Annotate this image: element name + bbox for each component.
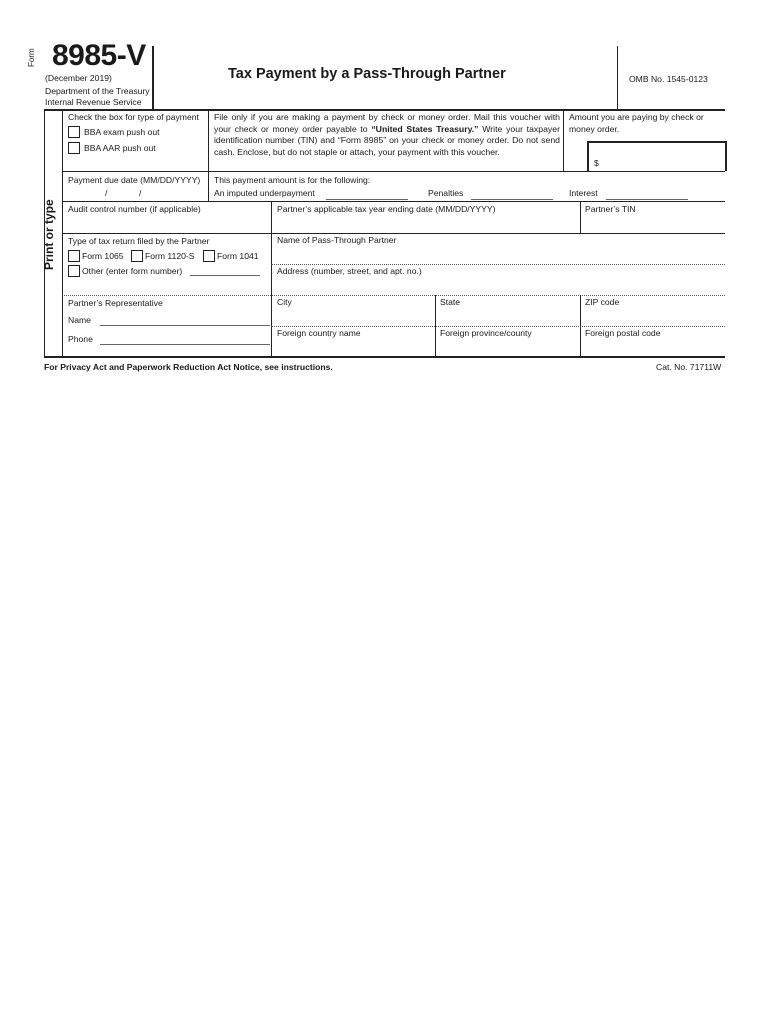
agency: Internal Revenue Service xyxy=(45,97,142,107)
payment-due-label: Payment due date (MM/DD/YYYY) xyxy=(68,175,201,185)
privacy-notice: For Privacy Act and Paperwork Reduction Act Notice, see instructions. xyxy=(44,362,333,372)
foreign-province-label: Foreign province/county xyxy=(440,328,532,338)
date-sep-1: / xyxy=(105,188,108,198)
address-label: Address (number, street, and apt. no.) xyxy=(277,266,422,276)
form-number: 8985-V xyxy=(52,39,146,72)
penalties-label: Penalties xyxy=(428,188,464,198)
form-word: Form xyxy=(27,48,36,67)
form-1065-checkbox[interactable] xyxy=(68,250,80,262)
form-1041-label: Form 1041 xyxy=(217,251,259,261)
rep-name-label: Name xyxy=(68,315,91,325)
other-form-label: Other (enter form number) xyxy=(82,266,183,276)
amount-field[interactable] xyxy=(587,141,727,171)
audit-control-label: Audit control number (if applicable) xyxy=(68,204,201,214)
foreign-postal-label: Foreign postal code xyxy=(585,328,661,338)
revision: (December 2019) xyxy=(45,73,112,83)
form-1041-checkbox[interactable] xyxy=(203,250,215,262)
return-type-label: Type of tax return filed by the Partner xyxy=(68,236,210,246)
interest-line[interactable] xyxy=(606,199,688,200)
catalog-number: Cat. No. 71711W xyxy=(656,362,722,372)
page-title: Tax Payment by a Pass-Through Partner xyxy=(228,66,506,82)
state-label: State xyxy=(440,297,461,307)
bba-exam-checkbox[interactable] xyxy=(68,126,80,138)
instructions-payee: “United States Treasury.” xyxy=(371,123,479,134)
rep-phone-line[interactable] xyxy=(100,344,270,345)
amount-currency: $ xyxy=(594,158,599,168)
partner-tin-label: Partner’s TIN xyxy=(585,204,636,214)
rep-name-line[interactable] xyxy=(100,325,270,326)
form-1065-label: Form 1065 xyxy=(82,251,124,261)
imputed-underpayment-line[interactable] xyxy=(326,199,408,200)
ptp-name-label: Name of Pass-Through Partner xyxy=(277,235,397,245)
bba-exam-label: BBA exam push out xyxy=(84,127,160,137)
payment-type-label: Check the box for type of payment xyxy=(68,112,199,122)
voucher-instructions xyxy=(214,112,560,158)
bba-aar-checkbox[interactable] xyxy=(68,142,80,154)
amount-label: Amount you are paying by check or money order. xyxy=(569,112,704,134)
instructions-part1: File only if you are making a payment by check or money order. Mail this voucher with your check or money order payable to xyxy=(214,112,560,134)
imputed-underpayment-label: An imputed underpayment xyxy=(214,188,315,198)
payment-for-label: This payment amount is for the following: xyxy=(214,175,371,185)
city-label: City xyxy=(277,297,292,307)
bba-aar-label: BBA AAR push out xyxy=(84,143,156,153)
form-1120s-checkbox[interactable] xyxy=(131,250,143,262)
department: Department of the Treasury xyxy=(45,86,150,96)
instructions-part2: Write your taxpayer identification number (TIN) and “Form 8985” on your check or money order. Do not send cash. Enclose, but do not staple or attach, your payment with this voucher. xyxy=(214,123,560,157)
other-form-checkbox[interactable] xyxy=(68,265,80,277)
rep-phone-label: Phone xyxy=(68,334,93,344)
side-label: Print or type xyxy=(42,199,56,270)
zip-label: ZIP code xyxy=(585,297,620,307)
date-sep-2: / xyxy=(139,188,142,198)
other-form-line[interactable] xyxy=(190,275,260,276)
tax-year-label: Partner’s applicable tax year ending date (MM/DD/YYYY) xyxy=(277,204,496,214)
interest-label: Interest xyxy=(569,188,598,198)
foreign-country-label: Foreign country name xyxy=(277,328,361,338)
form-1120s-label: Form 1120-S xyxy=(145,251,195,261)
omb-number: OMB No. 1545-0123 xyxy=(629,74,708,84)
representative-label: Partner’s Representative xyxy=(68,298,163,308)
penalties-line[interactable] xyxy=(471,199,553,200)
